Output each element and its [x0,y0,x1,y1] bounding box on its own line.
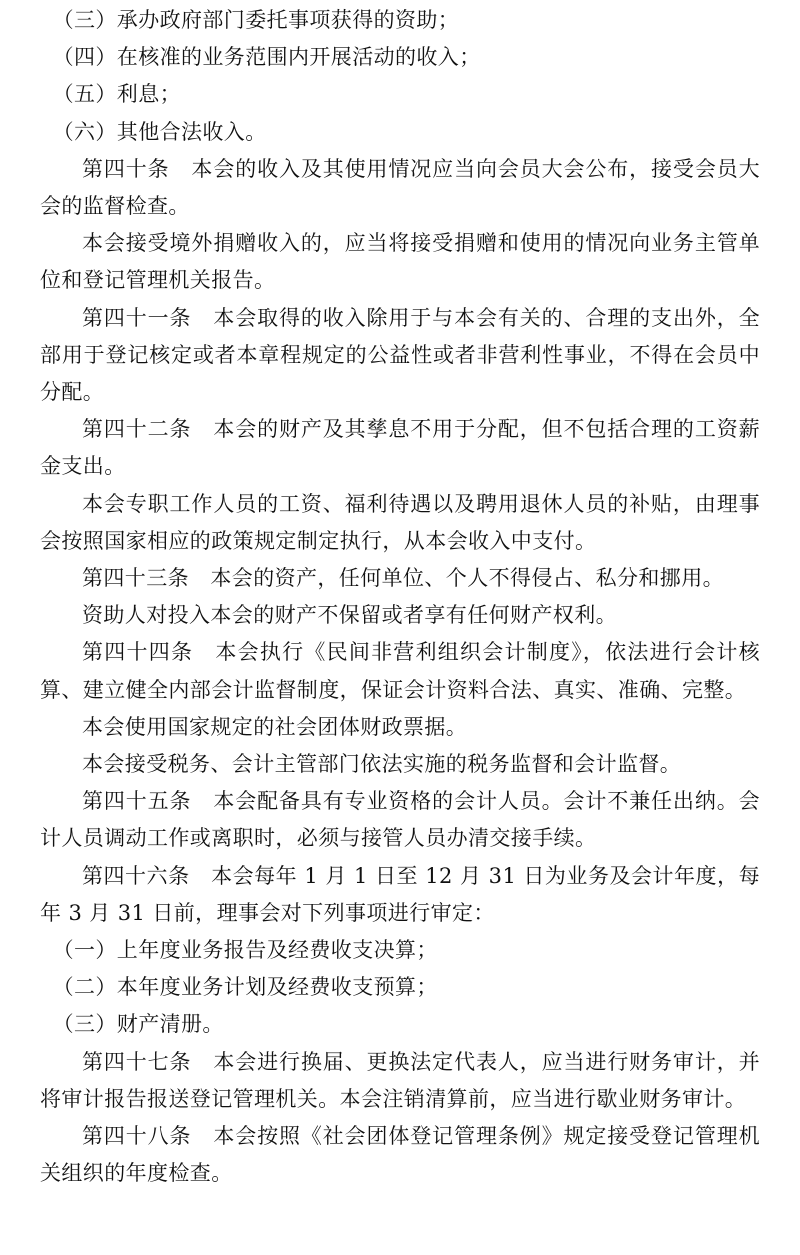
list-item: （二）本年度业务计划及经费收支预算； [52,975,438,1000]
article-41: 第四十一条 本会取得的收入除用于与本会有关的、合理的支出外，全部用于登记核定或者本章程规定的公益性或者非营利性事业，不得在会员中分配。 [40,305,760,405]
list-item: （一）上年度业务报告及经费收支决算； [52,938,438,963]
paragraph: 本会专职工作人员的工资、福利待遇以及聘用退休人员的补贴，由理事会按照国家相应的政策规定制定执行，从本会收入中支付。 [40,491,760,553]
article-40: 第四十条 本会的收入及其使用情况应当向会员大会公布，接受会员大会的监督检查。 [40,156,760,219]
article-45: 第四十五条 本会配备具有专业资格的会计人员。会计不兼任出纳。会计人员调动工作或离职时，必须与接管人员办清交接手续。 [40,789,760,851]
paragraph: 本会接受税务、会计主管部门依法实施的税务监督和会计监督。 [82,752,682,777]
list-item: （五）利息； [52,82,181,107]
paragraph: 本会使用国家规定的社会团体财政票据。 [82,714,468,739]
list-item: （三）承办政府部门委托事项获得的资助； [52,8,460,32]
paragraph: 资助人对投入本会的财产不保留或者享有任何财产权利。 [82,603,617,628]
list-item: （六）其他合法收入。 [52,119,267,144]
article-44: 第四十四条 本会执行《民间非营利组织会计制度》，依法进行会计核算、建立健全内部会计监督制度，保证会计资料合法、真实、准确、完整。 [40,640,760,702]
article-47: 第四十七条 本会进行换届、更换法定代表人，应当进行财务审计，并将审计报告报送登记管理机关。本会注销清算前，应当进行歇业财务审计。 [40,1049,760,1111]
paragraph: 本会接受境外捐赠收入的，应当将接受捐赠和使用的情况向业务主管单位和登记管理机关报告。 [40,231,760,293]
list-item: （四）在核准的业务范围内开展活动的收入； [52,45,481,70]
article-42: 第四十二条 本会的财产及其孳息不用于分配，但不包括合理的工资薪金支出。 [40,417,760,479]
article-48: 第四十八条 本会按照《社会团体登记管理条例》规定接受登记管理机关组织的年度检查。 [40,1124,760,1186]
article-43: 第四十三条 本会的资产，任何单位、个人不得侵占、私分和挪用。 [82,566,724,591]
list-item: （三）财产清册。 [52,1012,224,1037]
article-46: 第四十六条 本会每年 1 月 1 日至 12 月 31 日为业务及会计年度，每年 3 月 31 日前，理事会对下列事项进行审定： [40,863,760,925]
